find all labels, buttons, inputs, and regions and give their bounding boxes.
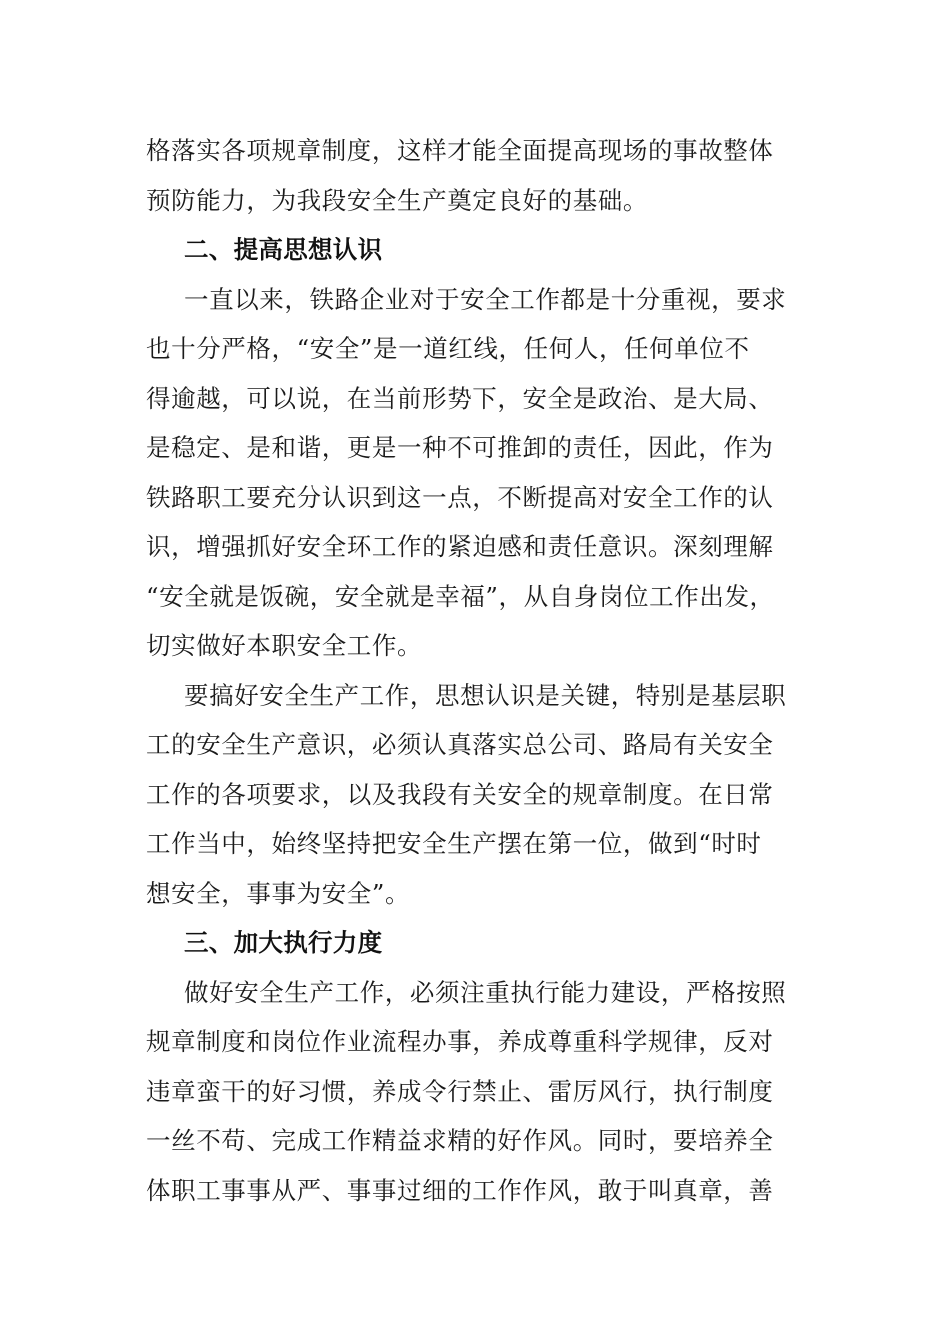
text-line: 格落实各项规章制度，这样才能全面提高现场的事故整体 xyxy=(146,136,774,165)
text-line: 切实做好本职安全工作。 xyxy=(146,631,423,660)
text-line: 工的安全生产意识，必须认真落实总公司、路局有关安全 xyxy=(146,730,774,759)
text-line: 铁路职工要充分认识到这一点，不断提高对安全工作的认 xyxy=(146,483,774,512)
text-line: 识，增强抓好安全环工作的紧迫感和责任意识。深刻理解 xyxy=(146,532,774,561)
text-line: 工作当中，始终坚持把安全生产摆在第一位，做到“时时 xyxy=(146,829,762,858)
text-line: 违章蛮干的好习惯，养成令行禁止、雷厉风行，执行制度 xyxy=(146,1077,774,1106)
text-line: 得逾越，可以说，在当前形势下，安全是政治、是大局、 xyxy=(146,384,774,413)
text-line: “安全就是饭碗，安全就是幸福”，从自身岗位工作出发， xyxy=(146,582,775,611)
text-line: 体职工事事从严、事事过细的工作作风，敢于叫真章，善 xyxy=(146,1176,774,1205)
text-line: 规章制度和岗位作业流程办事，养成尊重科学规律，反对 xyxy=(146,1027,774,1056)
section-heading: 二、提高思想认识 xyxy=(184,235,383,264)
text-line: 一丝不苟、完成工作精益求精的好作风。同时，要培养全 xyxy=(146,1126,774,1155)
text-line: 是稳定、是和谐，更是一种不可推卸的责任，因此，作为 xyxy=(146,433,774,462)
text-line: 做好安全生产工作，必须注重执行能力建设，严格按照 xyxy=(184,978,787,1007)
text-line: 预防能力，为我段安全生产奠定良好的基础。 xyxy=(146,186,648,215)
text-line: 也十分严格，“安全”是一道红线，任何人，任何单位不 xyxy=(146,334,750,363)
text-line: 要搞好安全生产工作，思想认识是关键，特别是基层职 xyxy=(184,681,787,710)
text-line: 一直以来，铁路企业对于安全工作都是十分重视，要求 xyxy=(184,285,787,314)
text-line: 工作的各项要求，以及我段有关安全的规章制度。在日常 xyxy=(146,780,774,809)
section-heading: 三、加大执行力度 xyxy=(184,928,383,957)
text-line: 想安全，事事为安全”。 xyxy=(146,879,411,908)
